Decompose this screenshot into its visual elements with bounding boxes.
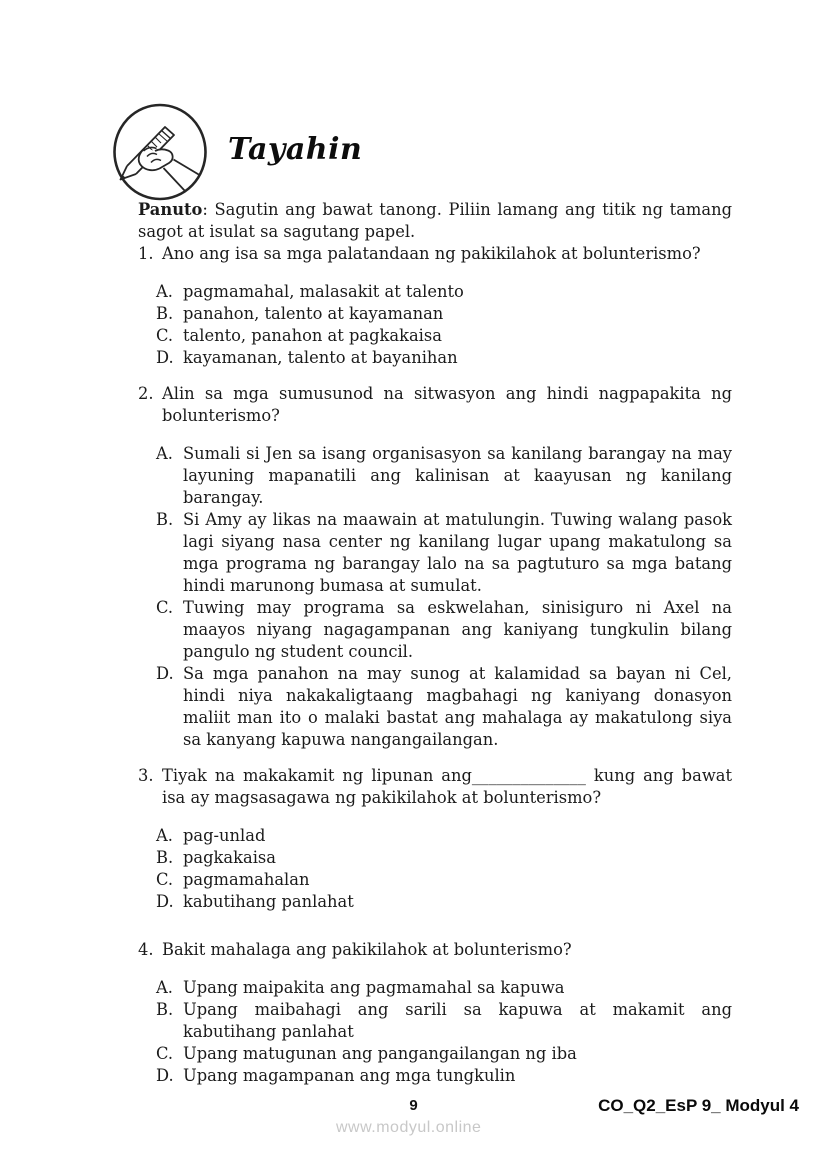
question-2: [138, 383, 732, 751]
question-text: Ano ang isa sa mga palatandaan ng pakikilahok at bolunterismo?: [162, 244, 701, 263]
option-item: [156, 869, 732, 891]
option-letter: C.: [156, 598, 174, 617]
option-letter: D.: [156, 1066, 174, 1085]
page-number: 9: [409, 1097, 418, 1114]
option-item: [156, 999, 732, 1043]
option-item: [156, 281, 732, 303]
option-letter: B.: [156, 1000, 174, 1019]
question-4: [138, 939, 732, 1087]
option-item: [156, 663, 732, 751]
option-letter: B.: [156, 304, 174, 323]
assessment-body: [138, 199, 732, 1101]
question-text: Tiyak na makakamit ng lipunan ang______________ kung ang bawat isa ay magsasagawa ng pakikilahok at bolunterismo?: [162, 766, 732, 807]
question-text: Alin sa mga sumusunod na sitwasyon ang hindi nagpapakita ng bolunterismo?: [162, 384, 732, 425]
options-list: [156, 281, 732, 369]
option-item: [156, 825, 732, 847]
hand-writing-pencil-icon: [112, 103, 208, 201]
question-number: 1.: [138, 244, 154, 263]
option-letter: D.: [156, 348, 174, 367]
option-text: Si Amy ay likas na maawain at matulungin. Tuwing walang pasok lagi siyang nasa center ng kanilang lugar upang makatulong sa mga programa ng barangay lalo na sa pagtuturo sa mga batang hindi marunong bumasa at sumulat.: [183, 510, 732, 595]
option-item: [156, 325, 732, 347]
option-text: pagkakaisa: [183, 848, 276, 867]
option-text: Sa mga panahon na may sunog at kalamidad sa bayan ni Cel, hindi niya nakakaligtaang magbahagi ng kaniyang donasyon maliit man ito o malaki bastat ang mahalaga ay makatulong siya sa kanyang kapuwa nangangailangan.: [183, 664, 732, 749]
question-number: 4.: [138, 940, 154, 959]
option-text: talento, panahon at pagkakaisa: [183, 326, 442, 345]
option-letter: C.: [156, 1044, 174, 1063]
option-item: [156, 1065, 732, 1087]
option-item: [156, 977, 732, 999]
option-item: [156, 303, 732, 325]
option-item: [156, 891, 732, 913]
option-text: pagmamahalan: [183, 870, 310, 889]
option-letter: A.: [156, 826, 173, 845]
question-3: [138, 765, 732, 913]
option-letter: D.: [156, 892, 174, 911]
page-title: Tayahin: [228, 132, 363, 167]
option-item: [156, 509, 732, 597]
option-text: Sumali si Jen sa isang organisasyon sa kanilang barangay na may layuning mapanatili ang kalinisan at kaayusan ng kanilang barangay.: [183, 444, 732, 507]
option-text: Upang matugunan ang pangangailangan ng iba: [183, 1044, 577, 1063]
question-number: 3.: [138, 766, 154, 785]
options-list: [156, 977, 732, 1087]
question-1: [138, 243, 732, 369]
document-code: CO_Q2_EsP 9_ Modyul 4: [598, 1096, 799, 1115]
option-letter: B.: [156, 510, 174, 529]
option-letter: A.: [156, 282, 173, 301]
option-item: [156, 597, 732, 663]
option-letter: C.: [156, 870, 174, 889]
option-letter: C.: [156, 326, 174, 345]
question-number: 2.: [138, 384, 154, 403]
instructions-label: Panuto: [138, 200, 203, 219]
option-letter: D.: [156, 664, 174, 683]
option-letter: A.: [156, 444, 173, 463]
instructions-text: : Sagutin ang bawat tanong. Piliin lamang ang titik ng tamang sagot at isulat sa sagutang papel.: [138, 200, 732, 241]
instructions: [138, 199, 732, 243]
option-text: pagmamahal, malasakit at talento: [183, 282, 464, 301]
option-item: [156, 347, 732, 369]
option-text: pag-unlad: [183, 826, 266, 845]
options-list: [156, 825, 732, 913]
option-item: [156, 847, 732, 869]
option-text: Upang maibahagi ang sarili sa kapuwa at makamit ang kabutihang panlahat: [183, 1000, 732, 1041]
question-text: Bakit mahalaga ang pakikilahok at bolunterismo?: [162, 940, 572, 959]
options-list: [156, 443, 732, 751]
option-text: Upang maipakita ang pagmamahal sa kapuwa: [183, 978, 565, 997]
option-text: panahon, talento at kayamanan: [183, 304, 444, 323]
option-text: kayamanan, talento at bayanihan: [183, 348, 458, 367]
option-text: kabutihang panlahat: [183, 892, 354, 911]
option-letter: A.: [156, 978, 173, 997]
option-text: Upang magampanan ang mga tungkulin: [183, 1066, 516, 1085]
option-item: [156, 443, 732, 509]
option-item: [156, 1043, 732, 1065]
watermark: www.modyul.online: [336, 1119, 482, 1136]
option-text: Tuwing may programa sa eskwelahan, sinisiguro ni Axel na maayos niyang nagagampanan ang kaniyang tungkulin bilang pangulo ng student council.: [183, 598, 732, 661]
option-letter: B.: [156, 848, 174, 867]
